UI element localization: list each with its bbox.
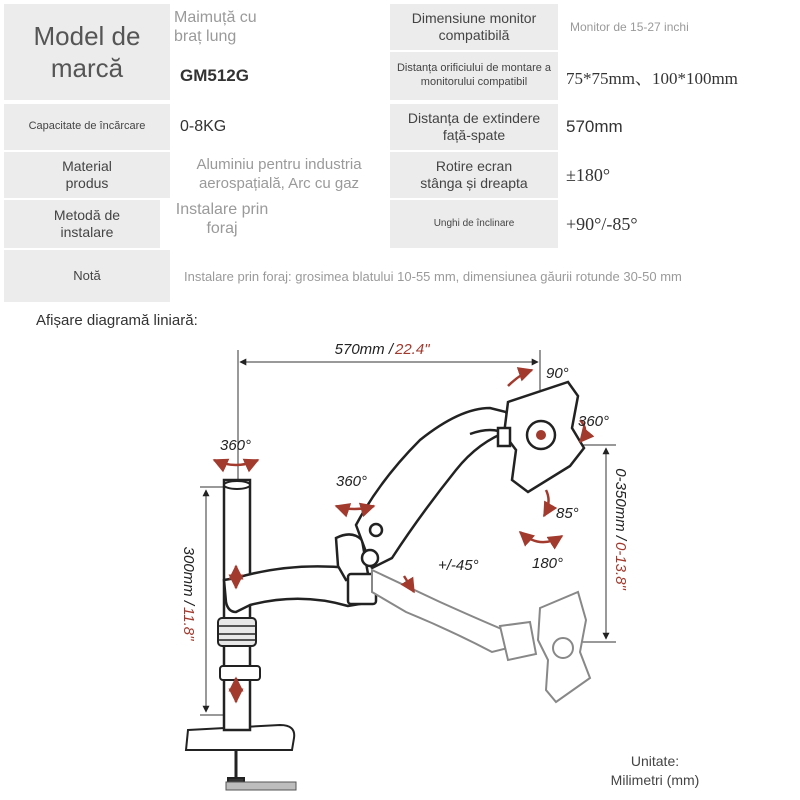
extension-value: 570mm [566, 117, 623, 136]
monitor-size-value-cell [560, 4, 796, 50]
product-name: Maimuță cu braț lung [174, 9, 257, 46]
arm-angle-label: +/-45° [438, 557, 479, 574]
note-label: Notă [73, 267, 101, 283]
range-dimension [580, 445, 629, 642]
brand-model-label: Model de marcă [33, 20, 141, 83]
vesa-value-cell [560, 52, 796, 100]
vesa-value: 75*75mm、100*100mm [566, 68, 738, 88]
install-label-cell [4, 200, 170, 248]
material-label: Material produs [62, 157, 112, 191]
material-value: Aluminiu pentru industria aerospațială, Arc cu gaz [196, 156, 362, 192]
diagram-title: Afișare diagramă liniară: [36, 312, 198, 329]
product-name-cell [172, 4, 282, 50]
rotation-label-cell [390, 152, 558, 198]
capacity-value: 0-8KG [180, 118, 227, 135]
install-value: Instalare prin foraj [175, 201, 269, 238]
rotation-value-cell [560, 152, 796, 198]
capacity-label: Capacitate de încărcare [28, 120, 146, 133]
upper-arm [356, 408, 512, 568]
vesa-plate-upper [498, 382, 584, 492]
width-mm-label: 570mm / [334, 341, 393, 358]
range-inch-label: 0-13.8" [612, 542, 629, 590]
monitor-size-label-cell [390, 4, 558, 50]
lowered-arm-ghost [372, 570, 590, 702]
rotation-label: Rotire ecran stânga și dreapta [420, 157, 528, 191]
brand-model-label-cell [4, 4, 170, 100]
vesa-label: Distanța orificiului de montare a monitorului compatibil [396, 62, 552, 88]
vesa-label-cell [390, 52, 558, 100]
units-value: Milimetri (mm) [610, 771, 700, 788]
material-label-cell [4, 152, 170, 198]
extension-label-cell [390, 104, 558, 150]
height-inch-label: 11.8" [180, 607, 197, 641]
monitor-size-label: Dimensiune monitor compatibilă [411, 9, 537, 43]
units-label: Unitate: [630, 753, 680, 769]
desk-clamp [186, 725, 294, 785]
mount-plate [226, 782, 296, 790]
monitor-size-value: Monitor de 15-27 inchi [570, 20, 689, 34]
tilt-up-label: 90° [546, 365, 569, 382]
pole-rotation-label: 360° [220, 437, 252, 454]
tilt-value: +90°/-85° [566, 213, 638, 234]
extension-value-cell [560, 104, 796, 150]
install-label: Metodă de instalare [53, 206, 121, 240]
note-value-cell [172, 250, 796, 302]
width-inch-label: 22.4" [395, 341, 430, 358]
note-label-cell [4, 250, 170, 302]
tilt-down-label: 85° [556, 505, 579, 522]
model-cell [172, 52, 386, 100]
tilt-label-cell [390, 200, 558, 248]
capacity-value-cell [172, 104, 386, 150]
units-note [580, 752, 730, 790]
material-value-cell [172, 152, 386, 198]
plate-rotation-label: 360° [578, 413, 610, 430]
install-value-cell [160, 200, 284, 248]
tilt-value-cell [560, 200, 796, 248]
note-value: Instalare prin foraj: grosimea blatului 10-55 mm, dimensiunea găurii rotunde 30-50 mm [184, 268, 682, 284]
range-mm-label: 0-350mm / [612, 468, 629, 540]
monitor-arm-diagram [0, 330, 800, 800]
swivel-label: 180° [532, 555, 564, 572]
extension-label: Distanța de extindere față-spate [407, 109, 541, 143]
joint-rotation-label: 360° [336, 473, 368, 490]
model-value: GM512G [180, 66, 249, 85]
tilt-label: Unghi de înclinare [433, 217, 515, 229]
capacity-label-cell [4, 104, 170, 150]
rotation-value: ±180° [566, 164, 611, 185]
height-mm-label: 300mm / [180, 546, 197, 605]
